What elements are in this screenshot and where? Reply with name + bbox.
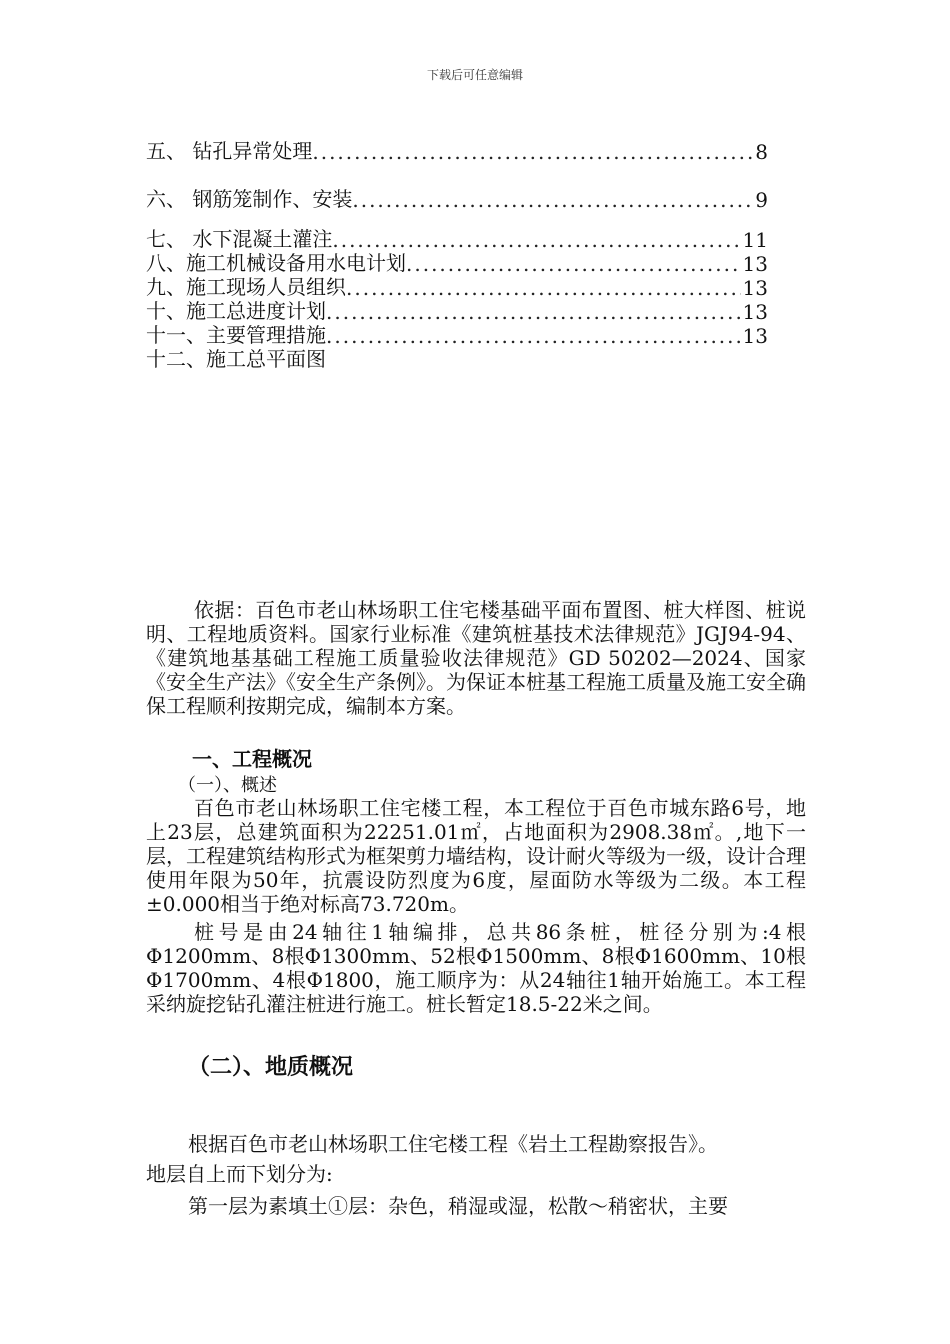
- toc-leader-dots: [326, 300, 741, 324]
- toc-entry[interactable]: [146, 186, 768, 212]
- toc-leader-dots: [346, 276, 741, 300]
- toc-entry[interactable]: [146, 250, 768, 276]
- toc-entry[interactable]: [146, 298, 768, 324]
- toc-entry-label: 十、施工总进度计划: [146, 299, 326, 323]
- geology-line: 地层自上而下划分为:: [146, 1162, 333, 1186]
- toc-entry-page: 13: [742, 276, 768, 300]
- geology-line: 第一层为素填土①层：杂色，稍湿或湿，松散～稍密状，主要: [188, 1194, 728, 1218]
- toc-entry-label: 九、施工现场人员组织: [146, 275, 346, 299]
- toc-entry[interactable]: [146, 274, 768, 300]
- toc-entry-page: 13: [742, 252, 768, 276]
- toc-entry[interactable]: [146, 322, 768, 348]
- toc-entry[interactable]: [146, 138, 768, 164]
- toc-entry-label: 十一、主要管理措施: [146, 323, 326, 347]
- toc-entry-label: 七、 水下混凝土灌注: [146, 227, 333, 251]
- toc-entry-label: 六、 钢筋笼制作、安装: [146, 187, 353, 211]
- page-header: 下载后可任意编辑: [426, 68, 523, 82]
- toc-leader-dots: [326, 324, 741, 348]
- toc-leader-dots: [352, 188, 753, 212]
- geology-line: 根据百色市老山林场职工住宅楼工程《岩土工程勘察报告》。: [188, 1132, 718, 1156]
- toc-entry[interactable]: [146, 346, 768, 372]
- toc-entry[interactable]: [146, 226, 768, 252]
- toc-entry-page: 8: [755, 140, 768, 164]
- toc-entry-label: 五、 钻孔异常处理: [146, 139, 313, 163]
- toc-entry-label: 八、施工机械设备用水电计划: [146, 251, 406, 275]
- subsection-title: （一）、概述: [178, 775, 277, 796]
- toc-leader-dots: [332, 228, 740, 252]
- toc-entry-label: 十二、施工总平面图: [146, 347, 326, 371]
- basis-text: 依据：百色市老山林场职工住宅楼基础平面布置图、桩大样图、桩说明、工程地质资料。国家行业标准《建筑桩基技术法律规范》JGJ94-94、《建筑地基基础工程施工质量验收法律规范》GD 50202—2024、国家《安全生产法》《安全生产条例》。为保证本桩基工程施工质量及施工安全确保工程顺利按期完成，编制本方案。: [146, 598, 806, 718]
- toc-entry-page: 13: [742, 300, 768, 324]
- toc-entry-page: 13: [742, 324, 768, 348]
- toc-entry-page: 9: [755, 188, 768, 212]
- overview-paragraph: [146, 796, 806, 916]
- toc-entry-page: 11: [742, 228, 768, 252]
- pile-text: 桩号是由24轴往1轴编排，总共86条桩，桩径分别为:4根Φ1200mm、8根Φ1300mm、52根Φ1500mm、8根Φ1600mm、10根Φ1700mm、4根Φ1800，施工顺序为：从24轴往1轴开始施工。本工程采纳旋挖钻孔灌注桩进行施工。桩长暂定18.5-22米之间。: [146, 920, 806, 1016]
- overview-text: 百色市老山林场职工住宅楼工程，本工程位于百色市城东路6号，地上23层，总建筑面积为22251.01㎡，占地面积为2908.38㎡。,地下一层，工程建筑结构形式为框架剪力墙结构，设计耐火等级为一级，设计合理使用年限为50年，抗震设防烈度为6度，屋面防水等级为二级。本工程±0.000相当于绝对标高73.720m。: [146, 796, 806, 916]
- section-title: 一、工程概况: [192, 747, 312, 771]
- toc-leader-dots: [312, 140, 753, 164]
- toc-leader-dots: [406, 252, 741, 276]
- section-title: （二）、地质概况: [188, 1055, 354, 1080]
- basis-paragraph: [146, 598, 806, 718]
- pile-paragraph: [146, 920, 806, 1016]
